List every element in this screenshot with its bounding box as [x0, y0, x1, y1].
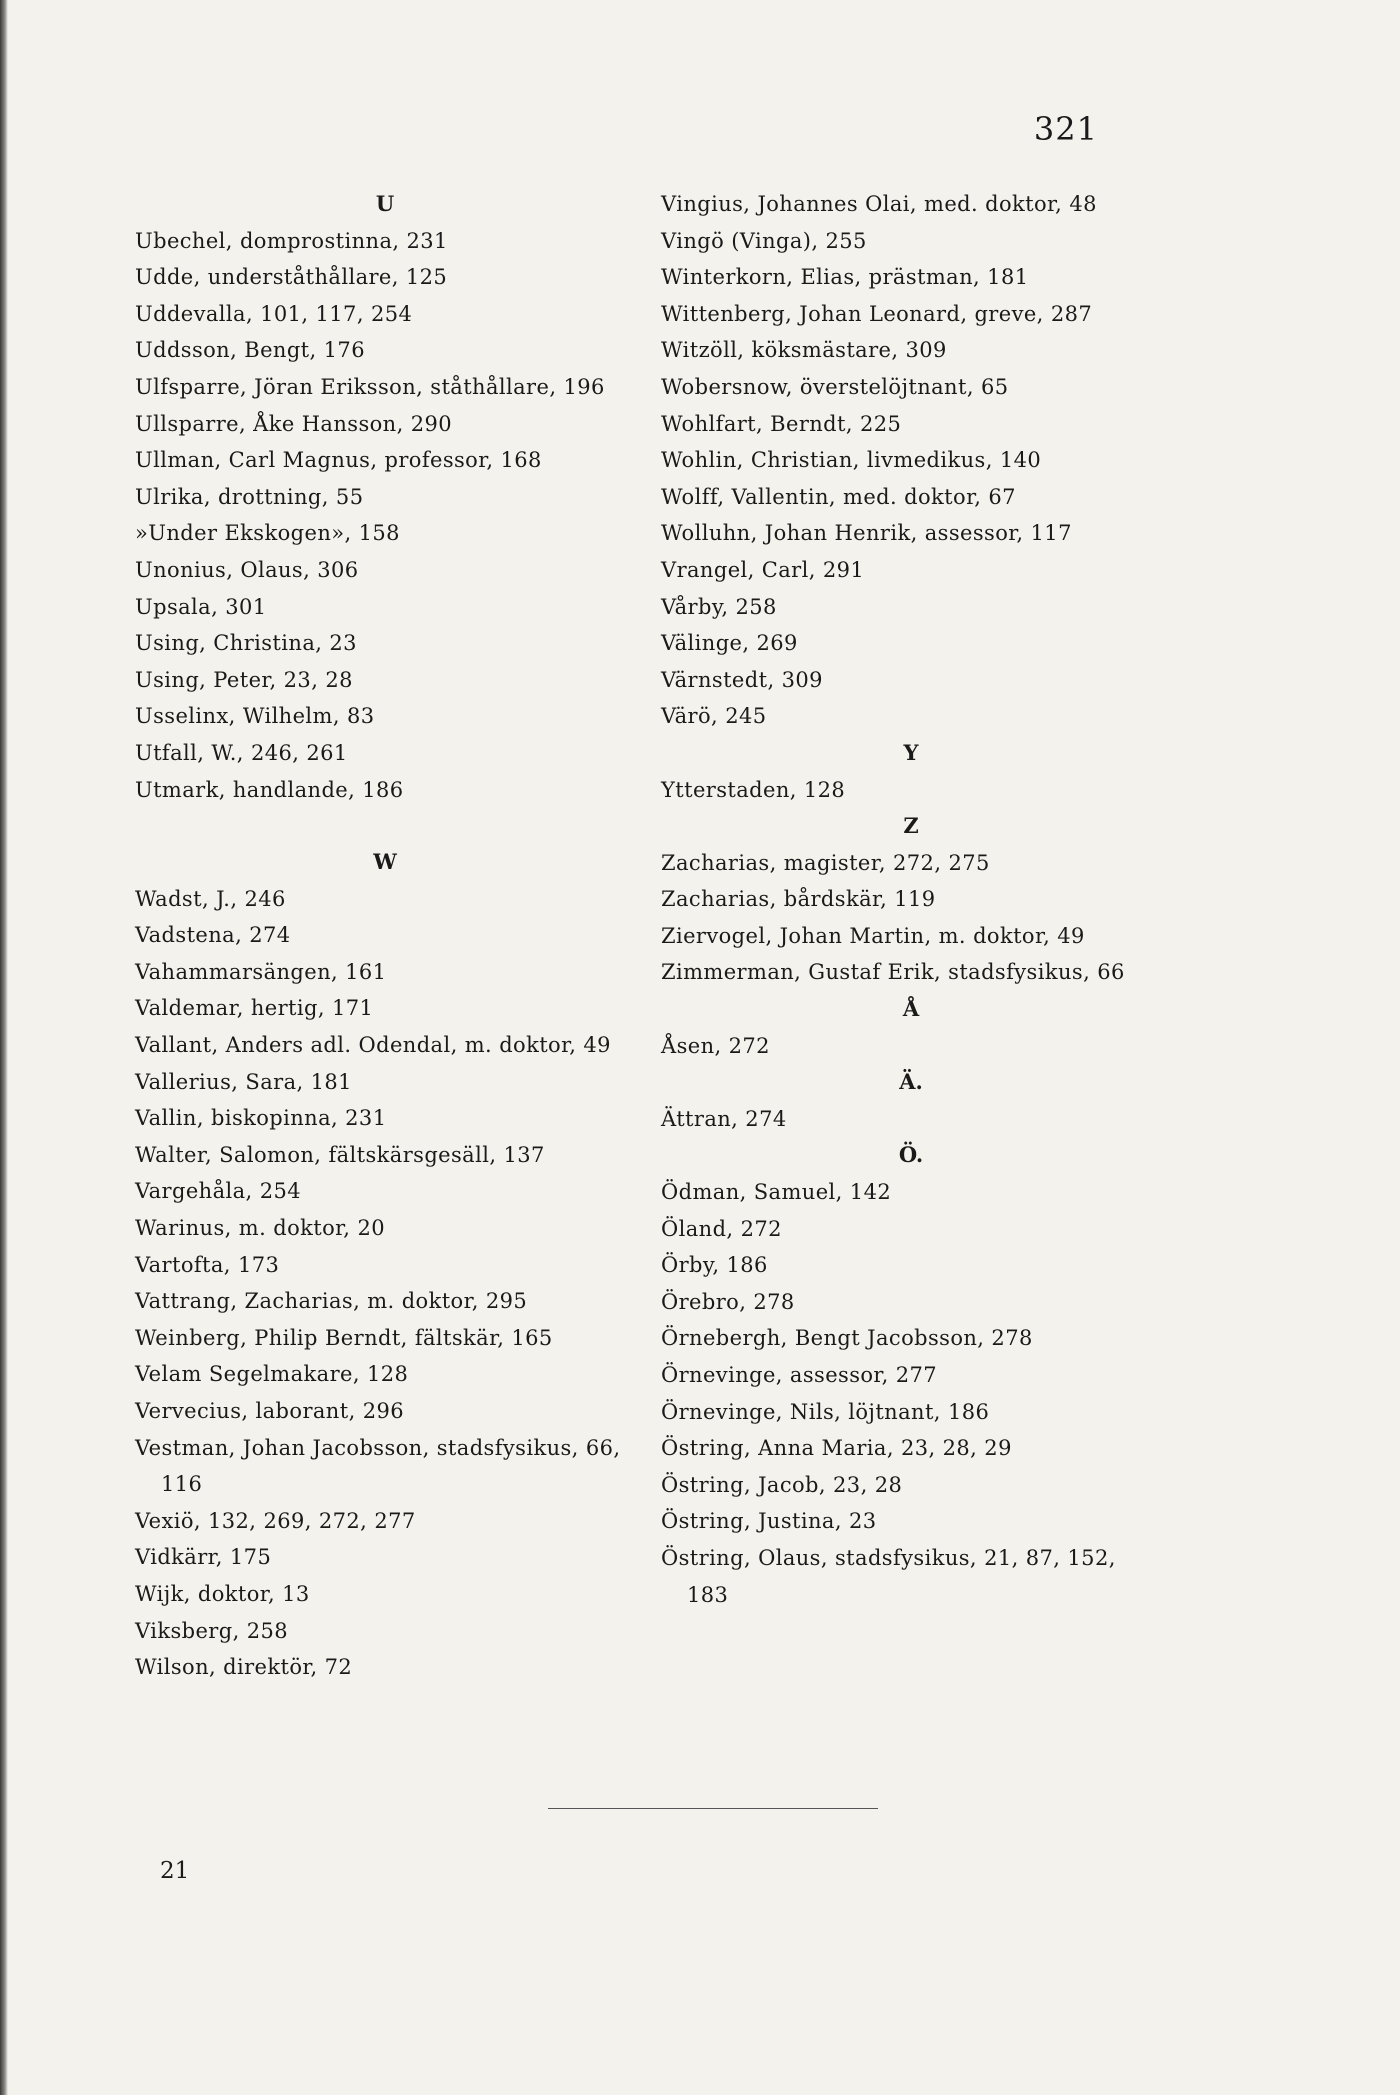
- index-entry: Udde, underståthållare, 125: [135, 265, 448, 290]
- index-entry: Wohlfart, Berndt, 225: [661, 411, 902, 436]
- letter-heading: Ä.: [899, 1069, 923, 1095]
- letter-heading: Ö.: [898, 1142, 924, 1168]
- index-entry: Östring, Olaus, stadsfysikus, 21, 87, 152, 183: [661, 1545, 1116, 1607]
- index-entry: Öland, 272: [661, 1216, 782, 1241]
- index-entry: Wolff, Vallentin, med. doktor, 67: [661, 484, 1016, 509]
- index-entry: Uddevalla, 101, 117, 254: [135, 301, 413, 326]
- index-entry: Vrangel, Carl, 291: [661, 557, 865, 582]
- index-entry: Örnebergh, Bengt Jacobsson, 278: [661, 1326, 1033, 1351]
- letter-heading: Z: [903, 813, 919, 839]
- letter-heading: W: [373, 849, 397, 875]
- index-entry: Wittenberg, Johan Leonard, greve, 287: [661, 301, 1093, 326]
- index-entry: Utfall, W., 246, 261: [135, 740, 348, 765]
- index-entry: Wobersnow, överstelöjtnant, 65: [661, 374, 1009, 399]
- index-entry: Vargehåla, 254: [135, 1179, 301, 1204]
- index-entry: Viksberg, 258: [135, 1618, 288, 1643]
- index-entry: Usselinx, Wilhelm, 83: [135, 704, 375, 729]
- index-entry: »Under Ekskogen», 158: [135, 521, 400, 546]
- page-number: 321: [1033, 110, 1098, 148]
- index-entry: Ytterstaden, 128: [661, 777, 846, 802]
- index-entry: Östring, Jacob, 23, 28: [661, 1472, 903, 1497]
- index-entry: Vartofta, 173: [135, 1252, 280, 1277]
- index-entry: Wohlin, Christian, livmedikus, 140: [661, 448, 1042, 473]
- index-entry: Ubechel, domprostinna, 231: [135, 228, 448, 253]
- index-entry: Ödman, Samuel, 142: [661, 1180, 892, 1205]
- index-entry: Ättran, 274: [661, 1106, 787, 1131]
- index-entry: Vexiö, 132, 269, 272, 277: [135, 1508, 416, 1533]
- index-entry: Välinge, 269: [661, 631, 798, 656]
- index-entry: Åsen, 272: [661, 1033, 770, 1058]
- index-entry: Wilson, direktör, 72: [135, 1655, 353, 1680]
- index-entry: Witzöll, köksmästare, 309: [661, 338, 947, 363]
- index-entry: Vattrang, Zacharias, m. doktor, 295: [135, 1289, 528, 1314]
- index-entry: Vingius, Johannes Olai, med. doktor, 48: [661, 192, 1097, 216]
- index-entry: Weinberg, Philip Berndt, fältskär, 165: [135, 1325, 553, 1350]
- index-entry: Utmark, handlande, 186: [135, 777, 404, 802]
- index-entry: Vårby, 258: [661, 594, 777, 619]
- printer-signature: 21: [160, 1858, 190, 1884]
- letter-heading: Å: [902, 996, 920, 1022]
- index-entry: Walter, Salomon, fältskärsgesäll, 137: [135, 1142, 545, 1167]
- footer-rule: [548, 1808, 878, 1809]
- index-entry: Velam Segelmakare, 128: [135, 1362, 409, 1387]
- index-entry: Vallant, Anders adl. Odendal, m. doktor, 49: [135, 1033, 611, 1058]
- index-entry: Värnstedt, 309: [661, 667, 823, 692]
- index-entry: Upsala, 301: [135, 594, 267, 619]
- index-entry: Valdemar, hertig, 171: [135, 996, 374, 1021]
- index-entry: Östring, Justina, 23: [661, 1509, 877, 1534]
- index-entry: Värö, 245: [661, 704, 767, 729]
- index-entry: Vidkärr, 175: [135, 1545, 272, 1570]
- index-entry: Vingö (Vinga), 255: [661, 228, 867, 253]
- index-entry: Örnevinge, Nils, löjtnant, 186: [661, 1399, 990, 1424]
- letter-heading: U: [375, 191, 395, 216]
- index-entry: Zacharias, bårdskär, 119: [661, 887, 936, 912]
- page-binding-edge: [0, 0, 8, 2095]
- index-entry: Vallerius, Sara, 181: [135, 1069, 352, 1094]
- index-entry: Vervecius, laborant, 296: [135, 1399, 405, 1423]
- index-entry: Using, Peter, 23, 28: [135, 667, 353, 692]
- index-entry: Warinus, m. doktor, 20: [135, 1216, 385, 1241]
- index-entry: Vahammarsängen, 161: [135, 959, 387, 984]
- index-entry: Ziervogel, Johan Martin, m. doktor, 49: [661, 923, 1085, 948]
- index-entry: Ullsparre, Åke Hansson, 290: [135, 411, 453, 436]
- index-entry: Vestman, Johan Jacobsson, stadsfysikus, 66, 116: [135, 1435, 621, 1497]
- index-entry: Wadst, J., 246: [135, 886, 286, 911]
- index-entry: Örnevinge, assessor, 277: [661, 1363, 937, 1387]
- index-entry: Using, Christina, 23: [135, 631, 357, 656]
- index-column-right: [661, 186, 1161, 1613]
- index-entry: Zacharias, magister, 272, 275: [661, 850, 990, 875]
- index-entry: Ullman, Carl Magnus, professor, 168: [135, 448, 542, 473]
- index-entry: Wolluhn, Johan Henrik, assessor, 117: [661, 521, 1072, 546]
- index-entry: Wijk, doktor, 13: [135, 1581, 310, 1606]
- index-entry: Örebro, 278: [661, 1289, 795, 1314]
- index-entry: Zimmerman, Gustaf Erik, stadsfysikus, 66: [661, 960, 1125, 985]
- index-entry: Ulfsparre, Jöran Eriksson, ståthållare, 196: [135, 374, 605, 399]
- index-entry: Örby, 186: [661, 1253, 768, 1278]
- index-entry: Vallin, biskopinna, 231: [135, 1106, 387, 1131]
- index-entry: Winterkorn, Elias, prästman, 181: [661, 265, 1029, 290]
- index-entry: Östring, Anna Maria, 23, 28, 29: [661, 1436, 1012, 1461]
- index-entry: Unonius, Olaus, 306: [135, 557, 359, 582]
- index-entry: Uddsson, Bengt, 176: [135, 338, 365, 363]
- letter-heading: Y: [903, 739, 919, 765]
- index-entry: Vadstena, 274: [135, 923, 291, 948]
- index-entry: Ulrika, drottning, 55: [135, 484, 364, 509]
- index-column-left: [135, 186, 635, 1686]
